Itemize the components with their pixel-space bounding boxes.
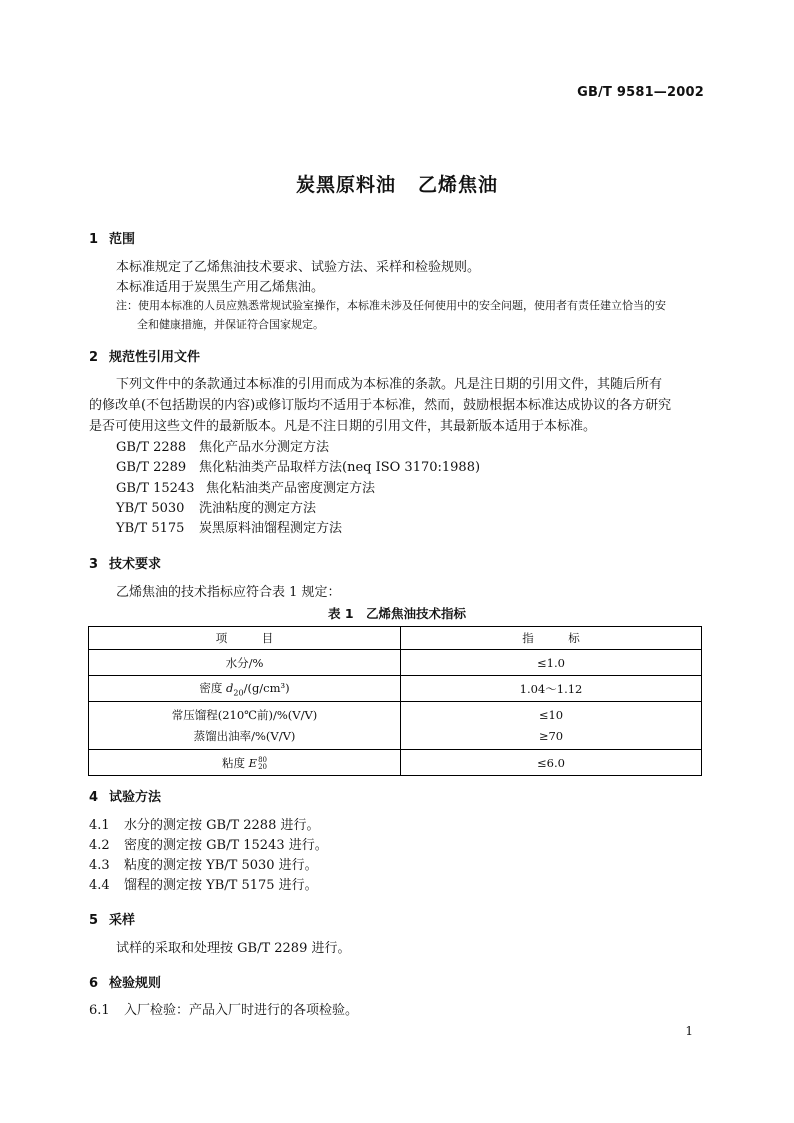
- section-title: 试验方法: [109, 790, 162, 805]
- viscosity-label: 粘度: [222, 755, 249, 770]
- column-header-value: 指 标: [401, 627, 702, 650]
- column-header-item: 项 目: [89, 627, 401, 650]
- table-header-row: [89, 627, 702, 650]
- clause-text: 水分的测定按 GB/T 2288 进行。: [124, 818, 320, 833]
- section-title: 范围: [109, 232, 136, 247]
- section-number: 1: [89, 232, 99, 247]
- section-title: 规范性引用文件: [109, 350, 201, 365]
- reference-item: [116, 479, 375, 499]
- viscosity-subscript: 20: [258, 762, 267, 771]
- row-value-viscosity: ≤6.0: [401, 750, 702, 776]
- test-method-item: [89, 856, 318, 876]
- row-item-viscosity: [89, 750, 401, 776]
- table-row: [89, 750, 702, 776]
- row-value-distillation: [401, 702, 702, 750]
- scope-note-line-1: 注：使用本标准的人员应熟悉常规试验室操作，本标准未涉及任何使用中的安全问题，使用者有责任建立恰当的安: [116, 299, 666, 312]
- table-row: [89, 702, 702, 750]
- density-label: 密度: [199, 680, 227, 695]
- reference-code: GB/T 2288: [116, 440, 187, 455]
- section-number: 4: [89, 790, 99, 805]
- section-number: 6: [89, 976, 99, 991]
- section-5-heading: [89, 909, 135, 928]
- title-part-1: 炭黑原料油: [295, 174, 396, 196]
- title-part-2: 乙烯焦油: [418, 174, 499, 196]
- reference-code: YB/T 5030: [116, 501, 185, 516]
- clause-number: 4.2: [89, 838, 110, 853]
- row-value-density: 1.04～1.12: [401, 676, 702, 702]
- section-number: 3: [89, 557, 99, 572]
- scope-paragraph-2: 本标准适用于炭黑生产用乙烯焦油。: [116, 280, 325, 295]
- clause-number: 4.4: [89, 878, 110, 893]
- distillation-yield-label: 蒸馏出油率/%(V/V): [193, 728, 296, 743]
- row-item-moisture: 水分/%: [89, 650, 401, 676]
- reference-title: 焦化产品水分测定方法: [199, 440, 330, 455]
- table-row: [89, 676, 702, 702]
- viscosity-superscript: 80: [258, 755, 267, 764]
- section-title: 采样: [109, 913, 136, 928]
- section-6-heading: [89, 972, 161, 991]
- test-method-item: [89, 836, 328, 856]
- reference-title: 炭黑原料油馏程测定方法: [199, 521, 343, 536]
- row-item-density: [89, 676, 401, 702]
- row-value-moisture: ≤1.0: [401, 650, 702, 676]
- sampling-paragraph: 试样的采取和处理按 GB/T 2289 进行。: [116, 941, 351, 956]
- test-method-item: [89, 816, 319, 836]
- clause-number: 6.1: [89, 1003, 110, 1018]
- scope-note-line-2: 全和健康措施，并保证符合国家规定。: [137, 318, 324, 331]
- section-title: 技术要求: [109, 557, 162, 572]
- distillation-range-value: ≤10: [538, 707, 564, 722]
- reference-title: 洗油粘度的测定方法: [199, 501, 317, 516]
- standard-code: GB/T 9581—2002: [577, 85, 704, 100]
- specification-table: [88, 626, 702, 776]
- inspection-item: [89, 1001, 358, 1021]
- reference-code: GB/T 2289: [116, 460, 187, 475]
- reference-item: [116, 458, 480, 478]
- density-unit: /(g/cm³): [243, 680, 290, 695]
- viscosity-symbol: E: [248, 755, 258, 770]
- reference-code: YB/T 5175: [116, 521, 185, 536]
- clause-text: 密度的测定按 GB/T 15243 进行。: [124, 838, 328, 853]
- distillation-range-label: 常压馏程(210℃前)/%(V/V): [171, 707, 318, 722]
- reference-item: [116, 438, 329, 458]
- section-2-heading: [89, 346, 200, 365]
- references-paragraph-line-3: 是否可使用这些文件的最新版本。凡是不注日期的引用文件，其最新版本适用于本标准。: [89, 419, 597, 434]
- clause-text: 馏程的测定按 YB/T 5175 进行。: [124, 878, 318, 893]
- section-4-heading: [89, 786, 161, 805]
- requirements-intro: 乙烯焦油的技术指标应符合表 1 规定：: [116, 585, 341, 600]
- section-number: 2: [89, 350, 99, 365]
- scope-paragraph-1: 本标准规定了乙烯焦油技术要求、试验方法、采样和检验规则。: [116, 260, 481, 275]
- viscosity-indices: [258, 757, 267, 771]
- test-method-item: [89, 876, 318, 896]
- clause-number: 4.3: [89, 858, 110, 873]
- reference-code: GB/T 15243: [116, 481, 195, 496]
- references-paragraph-line-1: 下列文件中的条款通过本标准的引用而成为本标准的条款。凡是注日期的引用文件，其随后所有: [116, 377, 663, 392]
- reference-title: 焦化粘油类产品取样方法(neq ISO 3170:1988): [199, 460, 481, 475]
- clause-number: 4.1: [89, 818, 110, 833]
- table-row: [89, 650, 702, 676]
- density-symbol: d: [226, 680, 234, 695]
- clause-text: 入厂检验：产品入厂时进行的各项检验。: [124, 1003, 359, 1018]
- reference-item: [116, 519, 342, 539]
- section-3-heading: [89, 553, 161, 572]
- clause-text: 粘度的测定按 YB/T 5030 进行。: [124, 858, 318, 873]
- page-number: 1: [685, 1024, 693, 1038]
- density-subscript: 20: [233, 688, 244, 698]
- references-paragraph-line-2: 的修改单(不包括勘误的内容)或修订版均不适用于本标准，然而，鼓励根据本标准达成协议的各方研究: [89, 398, 672, 413]
- section-title: 检验规则: [109, 976, 162, 991]
- section-number: 5: [89, 913, 99, 928]
- reference-item: [116, 499, 316, 519]
- section-1-heading: [89, 228, 135, 247]
- table-caption: 表 1 乙烯焦油技术指标: [327, 606, 467, 621]
- document-title: [0, 170, 794, 197]
- row-item-distillation: [89, 702, 401, 750]
- distillation-yield-value: ≥70: [538, 728, 564, 743]
- reference-title: 焦化粘油类产品密度测定方法: [206, 481, 376, 496]
